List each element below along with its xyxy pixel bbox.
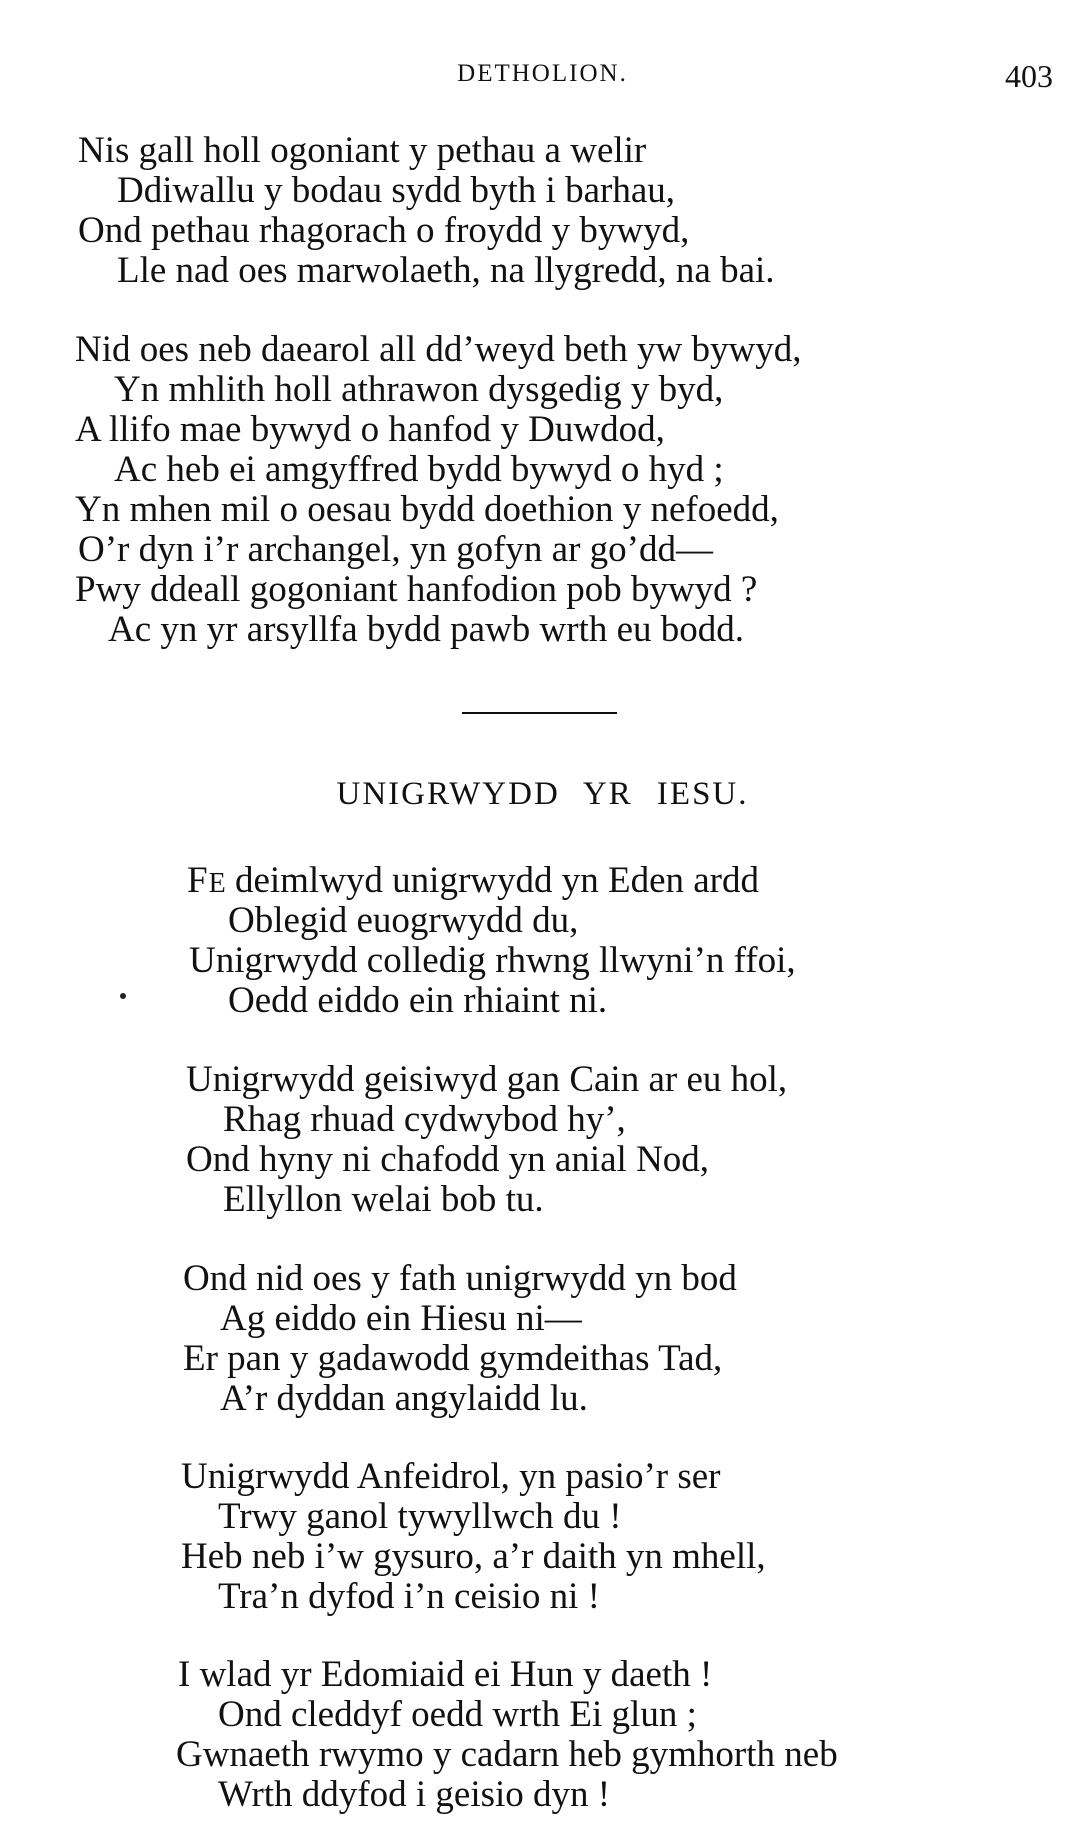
poem-line: Ellyllon welai bob tu.: [223, 1179, 544, 1220]
poem-line: Rhag rhuad cydwybod hy’,: [223, 1099, 626, 1140]
page-number: 403: [1005, 58, 1053, 94]
poem-line: Unigrwydd geisiwyd gan Cain ar eu hol,: [186, 1059, 788, 1100]
poem-line: I wlad yr Edomiaid ei Hun y daeth !: [178, 1654, 713, 1695]
poem-line: Unigrwydd Anfeidrol, yn pasio’r ser: [181, 1456, 721, 1497]
poem-line: Unigrwydd colledig rhwng llwyni’n ffoi,: [189, 940, 796, 981]
poem-line: O’r dyn i’r archangel, yn gofyn ar go’dd—: [78, 529, 713, 570]
poem-line: Ac yn yr arsyllfa bydd pawb wrth eu bodd.: [108, 609, 745, 650]
poem-line: A’r dyddan angylaidd lu.: [220, 1378, 588, 1419]
poem-line: Ond hyny ni chafodd yn anial Nod,: [186, 1139, 710, 1180]
running-title: DETHOLION.: [457, 60, 628, 87]
poem-line: Oblegid euogrwydd du,: [228, 900, 579, 941]
poem-line: A llifo mae bywyd o hanfod y Duwdod,: [75, 409, 665, 450]
print-speck: [120, 993, 126, 999]
poem-line: Nid oes neb daearol all dd’weyd beth yw bywyd,: [75, 329, 802, 370]
small-caps-letter: E: [208, 868, 226, 899]
poem-line: Gwnaeth rwymo y cadarn heb gymhorth neb: [176, 1734, 838, 1775]
poem-line: Lle nad oes marwolaeth, na llygredd, na bai.: [117, 250, 775, 291]
poem-line: Heb neb i’w gysuro, a’r daith yn mhell,: [181, 1536, 766, 1577]
drop-initial: F: [187, 860, 209, 901]
poem-line: Ac heb ei amgyffred bydd bywyd o hyd ;: [114, 449, 724, 490]
poem-line: Pwy ddeall gogoniant hanfodion pob bywyd ?: [75, 569, 758, 610]
poem-line: Oedd eiddo ein rhiaint ni.: [228, 980, 608, 1021]
poem-line: Er pan y gadawodd gymdeithas Tad,: [183, 1338, 723, 1379]
poem-line: [187, 861, 759, 904]
poem-line: Ond nid oes y fath unigrwydd yn bod: [183, 1258, 737, 1299]
poem-line: Ddiwallu y bodau sydd byth i barhau,: [117, 170, 675, 211]
poem-line: Wrth ddyfod i geisio dyn !: [218, 1774, 611, 1815]
poem-line: Yn mhen mil o oesau bydd doethion y nefoedd,: [75, 489, 779, 530]
poem-line: Trwy ganol tywyllwch du !: [218, 1496, 622, 1537]
poem-line: Ond cleddyf oedd wrth Ei glun ;: [218, 1694, 697, 1735]
section-divider: [462, 712, 617, 714]
poem-line: Ond pethau rhagorach o froydd y bywyd,: [78, 210, 690, 251]
poem-title: UNIGRWYDD YR IESU.: [336, 776, 749, 812]
first-line-text: deimlwyd unigrwydd yn Eden ardd: [225, 860, 760, 901]
poem-line: Nis gall holl ogoniant y pethau a welir: [78, 130, 647, 171]
poem-line: Tra’n dyfod i’n ceisio ni !: [218, 1576, 600, 1617]
poem-line: Yn mhlith holl athrawon dysgedig y byd,: [114, 369, 724, 410]
poem-line: Ag eiddo ein Hiesu ni—: [220, 1298, 582, 1339]
